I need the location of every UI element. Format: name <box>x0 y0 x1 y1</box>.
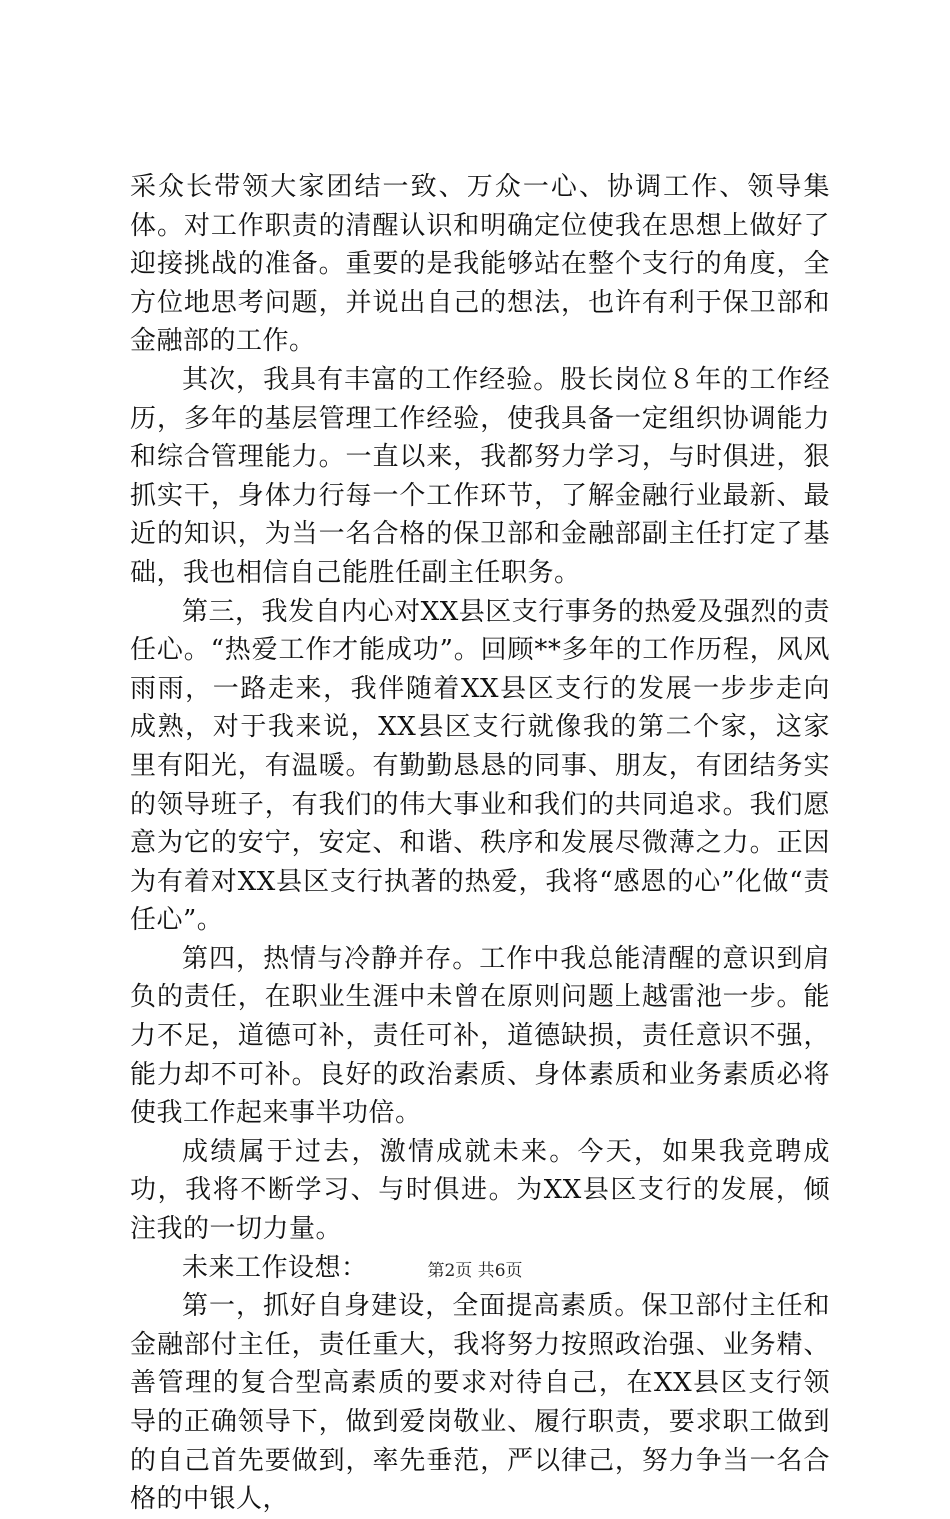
paragraph-future: 成绩属于过去，激情成就未来。今天，如果我竞聘成功，我将不断学习、与时俱进。为XX县区支行的发展，倾注我的一切力量。 <box>130 1136 830 1245</box>
section-heading-plans: 未来工作设想： <box>182 1252 368 1283</box>
paragraph-composure: 第四，热情与冷静并存。工作中我总能清醒的意识到肩负的责任，在职业生涯中未曾在原则问题上越雷池一步。能力不足，道德可补，责任可补，道德缺损，责任意识不强，能力却不可补。良好的政治素质、身体素质和业务素质必将使我工作起来事半功倍。 <box>130 943 830 1129</box>
paragraph-plan-one: 第一，抓好自身建设，全面提高素质。保卫部付主任和金融部付主任，责任重大，我将努力按照政治强、业务精、善管理的复合型高素质的要求对待自己，在XX县区支行领导的正确领导下，做到爱岗敬业、履行职责，要求职工做到的自己首先要做到，率先垂范，严以律己，努力争当一名合格的中银人， <box>130 1291 830 1515</box>
page-footer: 第2页 共6页 <box>427 1261 523 1281</box>
paragraph-dedication: 第三，我发自内心对XX县区支行事务的热爱及强烈的责任心。“热爱工作才能成功”。回顾**多年的工作历程，风风雨雨，一路走来，我伴随着XX县区支行的发展一步步走向成熟，对于我来说，XX县区支行就像我的第二个家，这家里有阳光，有温暖。有勤勤恳恳的同事、朋友，有团结务实的领导班子，有我们的伟大事业和我们的共同追求。我们愿意为它的安宁，安定、和谐、秩序和发展尽微薄之力。正因为有着对XX县区支行执著的热爱，我将“感恩的心”化做“责任心”。 <box>130 596 830 936</box>
paragraph-experience: 其次，我具有丰富的工作经验。股长岗位８年的工作经历，多年的基层管理工作经验，使我具备一定组织协调能力和综合管理能力。一直以来，我都努力学习，与时俱进，狠抓实干，身体力行每一个工作环节，了解金融行业最新、最近的知识，为当一名合格的保卫部和金融部副主任打定了基础，我也相信自己能胜任副主任职务。 <box>130 364 830 588</box>
body-text <box>130 168 830 1519</box>
paragraph-continuation: 采众长带领大家团结一致、万众一心、协调工作、领导集体。对工作职责的清醒认识和明确定位使我在思想上做好了迎接挑战的准备。重要的是我能够站在整个支行的角度，全方位地思考问题，并说出自己的想法，也许有利于保卫部和金融部的工作。 <box>130 172 830 357</box>
